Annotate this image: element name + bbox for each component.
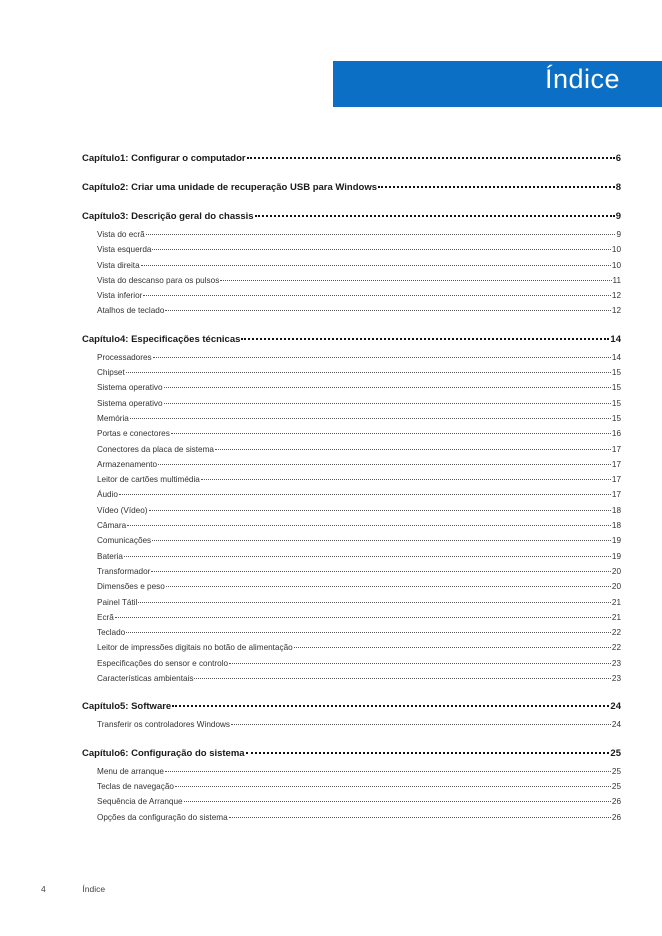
toc-section-entry[interactable] bbox=[82, 717, 621, 732]
toc-page-number: 10 bbox=[611, 245, 621, 255]
dot-leader bbox=[115, 617, 611, 618]
dot-leader bbox=[152, 540, 611, 541]
toc-section-entry[interactable] bbox=[82, 794, 621, 809]
toc-page-number: 21 bbox=[611, 612, 621, 622]
dot-leader bbox=[151, 571, 611, 572]
dot-leader bbox=[126, 632, 611, 633]
toc-page-number: 19 bbox=[611, 536, 621, 546]
footer-page-number: 4 bbox=[41, 884, 46, 894]
toc-page-number: 15 bbox=[611, 413, 621, 423]
toc-section-label: Sistema operativo bbox=[97, 398, 163, 408]
toc-section-label: Armazenamento bbox=[97, 459, 158, 469]
dot-leader bbox=[247, 157, 615, 159]
toc-page-number: 19 bbox=[611, 551, 621, 561]
toc-chapter-entry[interactable] bbox=[82, 746, 621, 762]
toc-section-label: Vista do ecrã bbox=[97, 230, 145, 239]
toc-section-entry[interactable] bbox=[82, 625, 621, 640]
toc-chapter-entry[interactable] bbox=[82, 332, 621, 348]
toc-section-entry[interactable] bbox=[82, 533, 621, 548]
toc-chapter bbox=[82, 180, 621, 196]
toc-chapter-title: Capítulo3: Descrição geral do chassis bbox=[82, 211, 254, 222]
toc-page-number: 25 bbox=[611, 781, 621, 791]
toc-page-number: 18 bbox=[611, 521, 621, 531]
toc-section-label: Chipset bbox=[97, 368, 125, 378]
toc-section-label: Transferir os controladores Windows bbox=[97, 720, 231, 730]
dot-leader bbox=[141, 265, 611, 266]
dot-leader bbox=[119, 494, 611, 495]
toc-chapter bbox=[82, 332, 621, 687]
toc-section-entry[interactable] bbox=[82, 779, 621, 794]
toc-section-entry[interactable] bbox=[82, 273, 621, 288]
toc-section-entry[interactable] bbox=[82, 518, 621, 533]
dot-leader bbox=[138, 602, 611, 603]
dot-leader bbox=[241, 338, 609, 340]
toc-section-label: Vídeo (Vídeo) bbox=[97, 505, 148, 515]
toc-section-label: Processadores bbox=[97, 352, 152, 362]
dot-leader bbox=[255, 215, 615, 217]
toc-section-label: Teclado bbox=[97, 628, 126, 638]
dot-leader bbox=[194, 678, 610, 679]
toc-section-label: Câmara bbox=[97, 521, 127, 531]
toc-section-entry[interactable] bbox=[82, 503, 621, 518]
toc-page-number: 8 bbox=[615, 182, 621, 193]
toc-section-label: Opções da configuração do sistema bbox=[97, 812, 228, 822]
toc-section-label: Ecrã bbox=[97, 612, 114, 622]
toc-chapter-title: Capítulo2: Criar uma unidade de recuperação USB para Windows bbox=[82, 182, 378, 193]
toc-section-entry[interactable] bbox=[82, 457, 621, 472]
dot-leader bbox=[229, 817, 611, 818]
title-banner bbox=[333, 61, 662, 107]
toc-page-number: 12 bbox=[611, 291, 621, 301]
toc-section-entry[interactable] bbox=[82, 242, 621, 257]
toc-section-entry[interactable] bbox=[82, 595, 621, 610]
toc-chapter-title: Capítulo1: Configurar o computador bbox=[82, 153, 246, 164]
toc-section-label: Transformador bbox=[97, 566, 151, 576]
toc-page-number: 25 bbox=[610, 747, 621, 759]
toc-chapter-title: Capítulo6: Configuração do sistema bbox=[82, 747, 245, 759]
dot-leader bbox=[166, 586, 611, 587]
toc-page-number: 24 bbox=[611, 720, 621, 730]
toc-section-label: Sequência de Arranque bbox=[97, 797, 183, 807]
toc-page-number: 16 bbox=[611, 429, 621, 439]
toc-section-label: Comunicações bbox=[97, 536, 152, 546]
dot-leader bbox=[231, 724, 611, 725]
toc-section-label: Vista inferior bbox=[97, 291, 143, 301]
toc-chapter bbox=[82, 151, 621, 167]
dot-leader bbox=[146, 234, 616, 235]
toc-chapter bbox=[82, 209, 621, 319]
toc-section-entry[interactable] bbox=[82, 671, 621, 686]
dot-leader bbox=[171, 433, 611, 434]
toc-chapter-entry[interactable] bbox=[82, 209, 621, 225]
toc-section-entry[interactable] bbox=[82, 640, 621, 655]
dot-leader bbox=[130, 418, 611, 419]
toc-section-label: Dimensões e peso bbox=[97, 582, 165, 592]
toc-chapter bbox=[82, 699, 621, 732]
toc-section-entry[interactable] bbox=[82, 365, 621, 380]
toc-section-label: Vista do descanso para os pulsos bbox=[97, 275, 220, 285]
toc-page-number: 14 bbox=[611, 352, 621, 362]
toc-section-entry[interactable] bbox=[82, 579, 621, 594]
toc-page-number: 10 bbox=[611, 260, 621, 270]
toc-section-entry[interactable] bbox=[82, 380, 621, 395]
dot-leader bbox=[126, 372, 611, 373]
toc-section-label: Vista esquerda bbox=[97, 245, 152, 255]
dot-leader bbox=[153, 357, 611, 358]
toc-chapter-title: Capítulo5: Software bbox=[82, 701, 172, 713]
dot-leader bbox=[158, 464, 611, 465]
toc-page-number: 22 bbox=[611, 628, 621, 638]
toc-page-number: 18 bbox=[611, 505, 621, 515]
dot-leader bbox=[215, 449, 611, 450]
toc-page-number: 11 bbox=[612, 275, 621, 285]
dot-leader bbox=[143, 295, 611, 296]
toc-page-number: 26 bbox=[611, 812, 621, 822]
toc-section-entry[interactable] bbox=[82, 487, 621, 502]
toc-section-entry[interactable] bbox=[82, 411, 621, 426]
toc-page-number: 12 bbox=[611, 306, 621, 316]
toc-section-label: Atalhos de teclado bbox=[97, 306, 165, 316]
page-footer bbox=[41, 884, 105, 894]
table-of-contents bbox=[82, 151, 621, 838]
toc-section-entry[interactable] bbox=[82, 610, 621, 625]
toc-page-number: 23 bbox=[611, 674, 621, 684]
toc-page-number: 24 bbox=[610, 701, 621, 713]
toc-section-label: Especificações do sensor e controlo bbox=[97, 658, 229, 668]
dot-leader bbox=[172, 705, 609, 707]
toc-section-entry[interactable] bbox=[82, 227, 621, 242]
toc-section-entry[interactable] bbox=[82, 810, 621, 825]
toc-page-number: 17 bbox=[611, 475, 621, 485]
dot-leader bbox=[152, 249, 610, 250]
footer-section: Índice bbox=[82, 884, 106, 894]
toc-chapter-entry[interactable] bbox=[82, 151, 621, 167]
toc-page-number: 21 bbox=[611, 597, 621, 607]
toc-page-number: 14 bbox=[610, 333, 621, 345]
toc-page-number: 15 bbox=[611, 398, 621, 408]
dot-leader bbox=[164, 403, 611, 404]
toc-section-label: Portas e conectores bbox=[97, 429, 170, 439]
toc-section-label: Memória bbox=[97, 413, 129, 423]
toc-section-entry[interactable] bbox=[82, 764, 621, 779]
dot-leader bbox=[164, 387, 611, 388]
toc-chapter-entry[interactable] bbox=[82, 180, 621, 196]
toc-section-entry[interactable] bbox=[82, 350, 621, 365]
dot-leader bbox=[149, 510, 611, 511]
toc-chapter-title: Capítulo4: Especificações técnicas bbox=[82, 333, 241, 345]
toc-section-label: Características ambientais bbox=[97, 674, 194, 684]
toc-section-entry[interactable] bbox=[82, 258, 621, 273]
toc-section-entry[interactable] bbox=[82, 472, 621, 487]
toc-page-number: 17 bbox=[611, 490, 621, 500]
dot-leader bbox=[220, 280, 611, 281]
toc-page-number: 17 bbox=[611, 459, 621, 469]
toc-section-label: Bateria bbox=[97, 551, 123, 561]
toc-page-number: 15 bbox=[611, 368, 621, 378]
dot-leader bbox=[201, 479, 611, 480]
dot-leader bbox=[184, 801, 611, 802]
toc-section-label: Áudio bbox=[97, 490, 118, 500]
toc-section-entry[interactable] bbox=[82, 442, 621, 457]
dot-leader bbox=[378, 186, 615, 188]
toc-section-entry[interactable] bbox=[82, 426, 621, 441]
toc-page-number: 17 bbox=[611, 444, 621, 454]
toc-section-label: Leitor de cartões multimédia bbox=[97, 475, 200, 485]
toc-page-number: 26 bbox=[611, 797, 621, 807]
toc-page-number: 20 bbox=[611, 566, 621, 576]
toc-page-number: 20 bbox=[611, 582, 621, 592]
toc-section-label: Vista direita bbox=[97, 260, 140, 270]
dot-leader bbox=[175, 786, 611, 787]
toc-section-label: Painel Tátil bbox=[97, 597, 138, 607]
dot-leader bbox=[165, 771, 611, 772]
toc-section-entry[interactable] bbox=[82, 303, 621, 318]
toc-section-entry[interactable] bbox=[82, 396, 621, 411]
toc-page-number: 22 bbox=[611, 643, 621, 653]
toc-section-label: Teclas de navegação bbox=[97, 781, 174, 791]
toc-page-number: 6 bbox=[615, 153, 621, 164]
dot-leader bbox=[127, 525, 611, 526]
toc-page-number: 9 bbox=[616, 230, 621, 239]
toc-section-entry[interactable] bbox=[82, 288, 621, 303]
toc-section-entry[interactable] bbox=[82, 549, 621, 564]
toc-section-label: Menu de arranque bbox=[97, 766, 164, 776]
toc-page-number: 15 bbox=[611, 383, 621, 393]
toc-section-entry[interactable] bbox=[82, 564, 621, 579]
toc-section-label: Conectores da placa de sistema bbox=[97, 444, 214, 454]
dot-leader bbox=[165, 310, 611, 311]
dot-leader bbox=[294, 647, 611, 648]
toc-section-label: Leitor de impressões digitais no botão de alimentação bbox=[97, 643, 293, 653]
toc-section-label: Sistema operativo bbox=[97, 383, 163, 393]
toc-page-number: 9 bbox=[615, 211, 621, 222]
dot-leader bbox=[124, 556, 611, 557]
toc-chapter bbox=[82, 746, 621, 825]
toc-chapter-entry[interactable] bbox=[82, 699, 621, 715]
toc-page-number: 23 bbox=[611, 658, 621, 668]
dot-leader bbox=[229, 663, 611, 664]
page-title: Índice bbox=[544, 64, 620, 94]
dot-leader bbox=[246, 752, 610, 754]
toc-page-number: 25 bbox=[611, 766, 621, 776]
toc-section-entry[interactable] bbox=[82, 656, 621, 671]
